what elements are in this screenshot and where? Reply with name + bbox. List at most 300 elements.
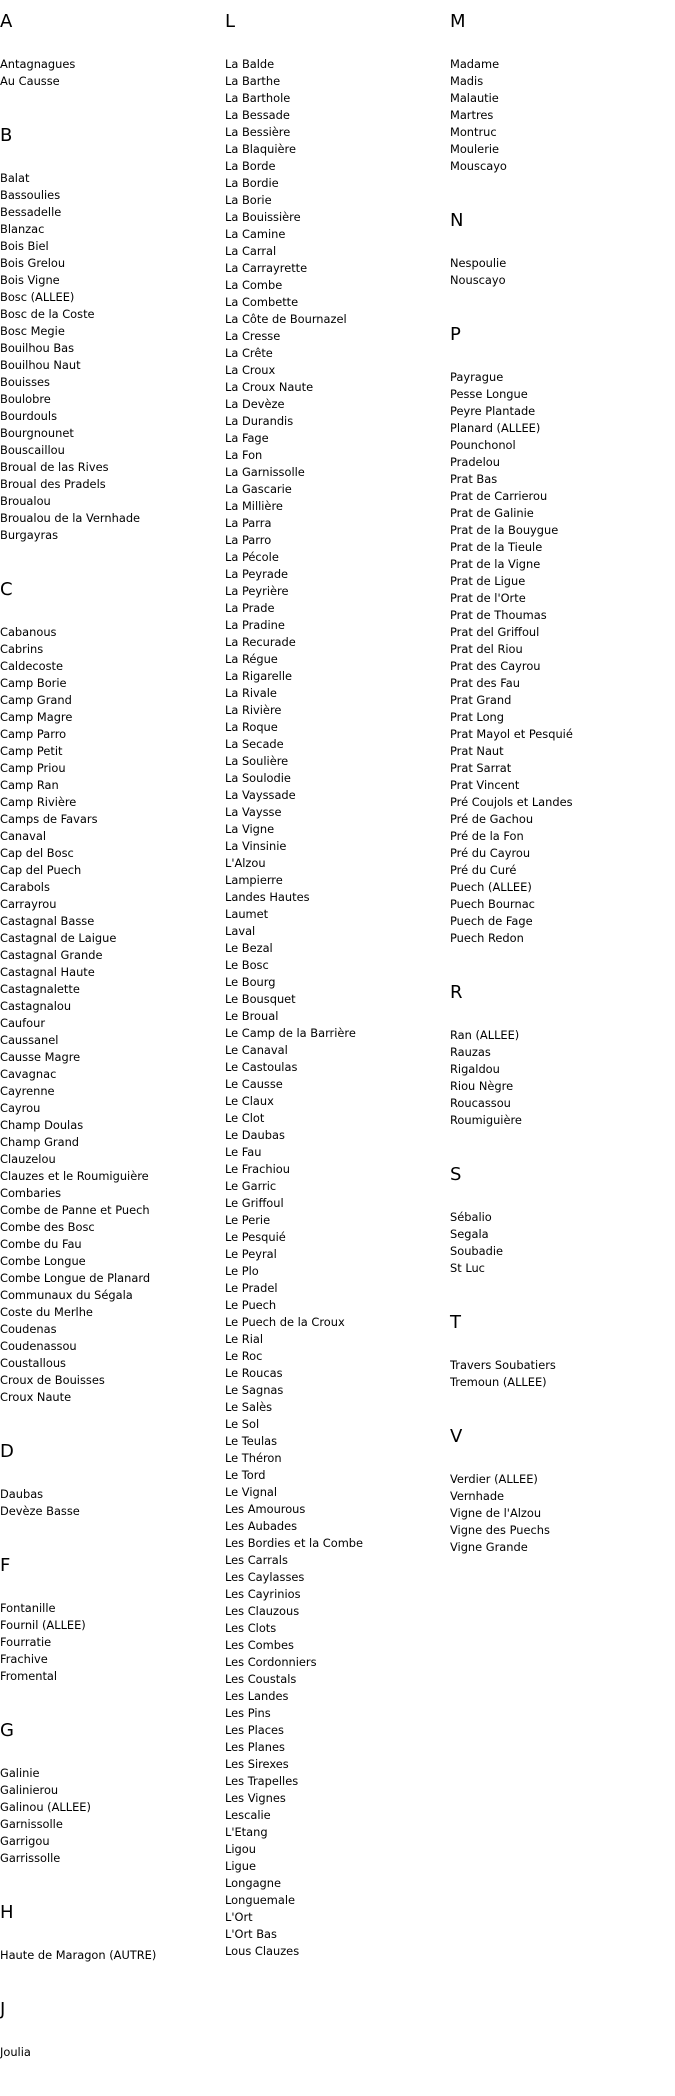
letter-heading: G (0, 1720, 14, 1741)
place-name-ligue: Ligue (225, 1859, 256, 1873)
place-name-caufour: Caufour (0, 1016, 46, 1030)
place-name-coudenas: Coudenas (0, 1322, 57, 1336)
place-name-madis: Madis (450, 74, 484, 88)
place-name-list (0, 1765, 220, 1867)
place-name-le-clot: Le Clot (225, 1111, 265, 1125)
place-name-lampierre: Lampierre (225, 873, 283, 887)
place-name-prat-de-la-bouygue: Prat de la Bouygue (450, 523, 559, 537)
place-name-castagnalou: Castagnalou (0, 999, 72, 1013)
place-name-la-roque: La Roque (225, 720, 278, 734)
place-name-broualou-de-la-vernhade: Broualou de la Vernhade (0, 511, 141, 525)
place-name-pradelou: Pradelou (450, 455, 500, 469)
place-name-prat-sarrat: Prat Sarrat (450, 761, 512, 775)
place-name-bois-biel: Bois Biel (0, 239, 49, 253)
place-name-bouilhou-bas: Bouilhou Bas (0, 341, 75, 355)
letter-heading: P (450, 324, 461, 345)
place-name-l-alzou: L'Alzou (225, 856, 266, 870)
place-name-burgayras: Burgayras (0, 528, 59, 542)
place-name-la-pradine: La Pradine (225, 618, 285, 632)
place-name-champ-grand: Champ Grand (0, 1135, 80, 1149)
place-name-vigne-des-puechs: Vigne des Puechs (450, 1523, 550, 1537)
place-name-prat-naut: Prat Naut (450, 744, 504, 758)
place-name-prat-de-l-orte: Prat de l'Orte (450, 591, 526, 605)
place-name-list (450, 255, 670, 289)
place-name-riou-negre: Riou Nègre (450, 1079, 514, 1093)
place-name-deveze-basse: Devèze Basse (0, 1504, 80, 1518)
place-name-list (450, 1471, 670, 1556)
place-name-pre-de-la-fon: Pré de la Fon (450, 829, 524, 843)
place-name-list (450, 1357, 670, 1391)
place-name-la-bessiere: La Bessière (225, 125, 291, 139)
place-name-l-etang: L'Etang (225, 1825, 268, 1839)
place-name-list (450, 56, 670, 175)
place-name-bois-grelou: Bois Grelou (0, 256, 66, 270)
letter-heading: A (0, 11, 13, 32)
place-name-rigaldou: Rigaldou (450, 1062, 500, 1076)
place-name-pre-du-cure: Pré du Curé (450, 863, 517, 877)
place-name-castagnalette: Castagnalette (0, 982, 80, 996)
place-name-la-croux: La Croux (225, 363, 276, 377)
place-name-list (0, 624, 220, 1406)
place-name-le-camp-de-la-barriere: Le Camp de la Barrière (225, 1026, 356, 1040)
place-name-le-pesquie: Le Pesquié (225, 1230, 286, 1244)
place-name-castagnal-basse: Castagnal Basse (0, 914, 95, 928)
place-name-coste-du-merlhe: Coste du Merlhe (0, 1305, 93, 1319)
place-name-camp-grand: Camp Grand (0, 693, 72, 707)
place-name-les-coustals: Les Coustals (225, 1672, 297, 1686)
place-name-pre-coujols-et-landes: Pré Coujols et Landes (450, 795, 573, 809)
place-name-la-barthole: La Barthole (225, 91, 291, 105)
place-name-la-combe: La Combe (225, 278, 283, 292)
place-name-clauzes-et-le-roumiguiere: Clauzes et le Roumiguière (0, 1169, 149, 1183)
letter-section-t (450, 1312, 670, 1391)
place-name-l-ort: L'Ort (225, 1910, 253, 1924)
letter-section-h (0, 1902, 220, 1964)
place-name-frachive: Frachive (0, 1652, 48, 1666)
place-name-les-bordies-et-la-combe: Les Bordies et la Combe (225, 1536, 364, 1550)
place-name-sebalio: Sébalio (450, 1210, 492, 1224)
place-name-les-sirexes: Les Sirexes (225, 1757, 289, 1771)
place-name-balat: Balat (0, 171, 30, 185)
place-name-broual-de-las-rives: Broual de las Rives (0, 460, 109, 474)
place-name-communaux-du-segala: Communaux du Ségala (0, 1288, 133, 1302)
letter-heading: R (450, 982, 463, 1003)
place-name-la-riviere: La Rivière (225, 703, 282, 717)
place-name-camp-ran: Camp Ran (0, 778, 59, 792)
place-name-pesse-longue: Pesse Longue (450, 387, 528, 401)
place-name-le-garric: Le Garric (225, 1179, 277, 1193)
place-name-la-rivale: La Rivale (225, 686, 277, 700)
place-name-le-teulas: Le Teulas (225, 1434, 278, 1448)
place-name-galinie: Galinie (0, 1766, 40, 1780)
place-name-le-griffoul: Le Griffoul (225, 1196, 284, 1210)
place-name-la-borde: La Borde (225, 159, 276, 173)
letter-section-p (450, 324, 670, 947)
place-name-payrague: Payrague (450, 370, 504, 384)
place-name-les-landes: Les Landes (225, 1689, 289, 1703)
place-name-moulerie: Moulerie (450, 142, 500, 156)
place-name-cabrins: Cabrins (0, 642, 44, 656)
place-name-bosc-de-la-coste: Bosc de la Coste (0, 307, 95, 321)
place-name-nouscayo: Nouscayo (450, 273, 506, 287)
place-name-pre-de-gachou: Pré de Gachou (450, 812, 534, 826)
place-name-le-daubas: Le Daubas (225, 1128, 285, 1142)
index-column-2 (225, 11, 445, 1995)
place-name-le-puech-de-la-croux: Le Puech de la Croux (225, 1315, 345, 1329)
place-name-le-bourg: Le Bourg (225, 975, 276, 989)
place-name-blanzac: Blanzac (0, 222, 45, 236)
letter-heading: M (450, 11, 466, 32)
letter-section-n (450, 210, 670, 289)
place-name-broualou: Broualou (0, 494, 51, 508)
place-name-la-fon: La Fon (225, 448, 263, 462)
place-name-la-deveze: La Devèze (225, 397, 285, 411)
place-name-champ-doulas: Champ Doulas (0, 1118, 84, 1132)
place-name-carabols: Carabols (0, 880, 50, 894)
place-name-camp-petit: Camp Petit (0, 744, 63, 758)
place-name-prat-de-thoumas: Prat de Thoumas (450, 608, 547, 622)
place-name-cap-del-puech: Cap del Puech (0, 863, 82, 877)
letter-heading: J (0, 1999, 6, 2020)
place-name-ran-allee: Ran (ALLEE) (450, 1028, 520, 1042)
letter-section-a (0, 11, 220, 90)
place-name-prat-grand: Prat Grand (450, 693, 512, 707)
place-name-vernhade: Vernhade (450, 1489, 505, 1503)
place-name-laval: Laval (225, 924, 256, 938)
place-name-les-clots: Les Clots (225, 1621, 277, 1635)
letter-heading: S (450, 1164, 462, 1185)
place-name-bouisses: Bouisses (0, 375, 50, 389)
place-name-bourdouls: Bourdouls (0, 409, 58, 423)
place-name-la-blaquiere: La Blaquière (225, 142, 296, 156)
place-name-bosc-megie: Bosc Megie (0, 324, 65, 338)
place-name-camp-riviere: Camp Rivière (0, 795, 77, 809)
place-name-le-perie: Le Perie (225, 1213, 271, 1227)
place-name-les-amourous: Les Amourous (225, 1502, 306, 1516)
place-name-list (225, 56, 445, 1960)
place-name-combe-longue: Combe Longue (0, 1254, 86, 1268)
place-name-puech-allee: Puech (ALLEE) (450, 880, 532, 894)
place-name-les-cayrinios: Les Cayrinios (225, 1587, 301, 1601)
place-name-cap-del-bosc: Cap del Bosc (0, 846, 74, 860)
place-name-travers-soubatiers: Travers Soubatiers (450, 1358, 556, 1372)
place-name-les-carrals: Les Carrals (225, 1553, 288, 1567)
place-name-camp-priou: Camp Priou (0, 761, 66, 775)
place-name-la-prade: La Prade (225, 601, 275, 615)
place-name-ligou: Ligou (225, 1842, 256, 1856)
place-name-les-clauzous: Les Clauzous (225, 1604, 300, 1618)
place-name-la-vinsinie: La Vinsinie (225, 839, 287, 853)
place-name-le-tord: Le Tord (225, 1468, 266, 1482)
place-name-roucassou: Roucassou (450, 1096, 511, 1110)
place-name-bois-vigne: Bois Vigne (0, 273, 60, 287)
place-name-la-combette: La Combette (225, 295, 299, 309)
place-name-lescalie: Lescalie (225, 1808, 271, 1822)
place-name-garrigou: Garrigou (0, 1834, 50, 1848)
place-name-cavagnac: Cavagnac (0, 1067, 57, 1081)
place-name-prat-vincent: Prat Vincent (450, 778, 520, 792)
place-name-combe-de-panne-et-puech: Combe de Panne et Puech (0, 1203, 150, 1217)
place-name-la-fage: La Fage (225, 431, 269, 445)
place-name-list (450, 1209, 670, 1277)
place-name-le-roucas: Le Roucas (225, 1366, 283, 1380)
place-name-antagnagues: Antagnagues (0, 57, 76, 71)
letter-heading: D (0, 1441, 14, 1462)
letter-heading: L (225, 11, 236, 32)
place-name-st-luc: St Luc (450, 1261, 485, 1275)
place-name-la-bessade: La Bessade (225, 108, 290, 122)
letter-heading: H (0, 1902, 14, 1923)
place-name-roumiguiere: Roumiguière (450, 1113, 522, 1127)
place-name-causse-magre: Causse Magre (0, 1050, 81, 1064)
letter-section-m (450, 11, 670, 175)
place-name-la-secade: La Secade (225, 737, 284, 751)
place-name-les-combes: Les Combes (225, 1638, 294, 1652)
place-name-la-peyrade: La Peyrade (225, 567, 289, 581)
place-name-list (450, 1027, 670, 1129)
place-name-les-planes: Les Planes (225, 1740, 285, 1754)
place-name-bosc-allee: Bosc (ALLEE) (0, 290, 75, 304)
place-name-prat-de-carrierou: Prat de Carrierou (450, 489, 548, 503)
place-name-prat-mayol-et-pesquie: Prat Mayol et Pesquié (450, 727, 573, 741)
place-name-castagnal-grande: Castagnal Grande (0, 948, 103, 962)
place-name-castagnal-haute: Castagnal Haute (0, 965, 95, 979)
place-name-le-bousquet: Le Bousquet (225, 992, 296, 1006)
place-name-la-soulodie: La Soulodie (225, 771, 291, 785)
letter-section-r (450, 982, 670, 1129)
place-name-galinou-allee: Galinou (ALLEE) (0, 1800, 91, 1814)
place-name-la-bouissiere: La Bouissière (225, 210, 301, 224)
place-name-le-broual: Le Broual (225, 1009, 279, 1023)
place-name-le-roc: Le Roc (225, 1349, 263, 1363)
letter-heading: C (0, 579, 13, 600)
place-name-coustallous: Coustallous (0, 1356, 66, 1370)
place-name-joulia: Joulia (0, 2045, 31, 2059)
place-name-la-durandis: La Durandis (225, 414, 294, 428)
place-name-longuemale: Longuemale (225, 1893, 296, 1907)
letter-section-b (0, 125, 220, 544)
place-name-la-vaysse: La Vaysse (225, 805, 282, 819)
place-name-carrayrou: Carrayrou (0, 897, 57, 911)
place-name-bassoulies: Bassoulies (0, 188, 61, 202)
place-name-malautie: Malautie (450, 91, 499, 105)
place-name-la-borie: La Borie (225, 193, 272, 207)
place-name-list (0, 2044, 220, 2061)
place-name-castagnal-de-laigue: Castagnal de Laigue (0, 931, 117, 945)
place-name-le-causse: Le Causse (225, 1077, 283, 1091)
place-name-le-sales: Le Salès (225, 1400, 273, 1414)
place-name-prat-de-la-tieule: Prat de la Tieule (450, 540, 543, 554)
place-name-soubadie: Soubadie (450, 1244, 504, 1258)
place-name-la-garnissolle: La Garnissolle (225, 465, 305, 479)
place-name-prat-de-ligue: Prat de Ligue (450, 574, 526, 588)
place-name-les-vignes: Les Vignes (225, 1791, 286, 1805)
letter-section-f (0, 1555, 220, 1685)
place-name-madame: Madame (450, 57, 500, 71)
place-name-combaries: Combaries (0, 1186, 62, 1200)
place-name-fontanille: Fontanille (0, 1601, 56, 1615)
index-column-3 (450, 11, 670, 1591)
place-name-canaval: Canaval (0, 829, 47, 843)
place-name-coudenassou: Coudenassou (0, 1339, 77, 1353)
place-name-le-peyral: Le Peyral (225, 1247, 277, 1261)
place-name-planard-allee: Planard (ALLEE) (450, 421, 541, 435)
place-name-martres: Martres (450, 108, 494, 122)
place-name-le-claux: Le Claux (225, 1094, 274, 1108)
place-name-rauzas: Rauzas (450, 1045, 491, 1059)
place-name-puech-de-fage: Puech de Fage (450, 914, 533, 928)
place-name-le-frachiou: Le Frachiou (225, 1162, 290, 1176)
place-name-le-bosc: Le Bosc (225, 958, 269, 972)
place-name-la-crete: La Crête (225, 346, 273, 360)
place-name-le-canaval: Le Canaval (225, 1043, 288, 1057)
place-name-cayrenne: Cayrenne (0, 1084, 55, 1098)
place-name-les-aubades: Les Aubades (225, 1519, 298, 1533)
place-name-prat-de-galinie: Prat de Galinie (450, 506, 534, 520)
place-name-bourgnounet: Bourgnounet (0, 426, 74, 440)
place-name-la-vayssade: La Vayssade (225, 788, 296, 802)
letter-section-d (0, 1441, 220, 1520)
place-name-les-cordonniers: Les Cordonniers (225, 1655, 317, 1669)
place-name-fromental: Fromental (0, 1669, 58, 1683)
place-name-croux-de-bouisses: Croux de Bouisses (0, 1373, 105, 1387)
place-name-list (450, 369, 670, 947)
place-name-list (0, 170, 220, 544)
place-name-bouilhou-naut: Bouilhou Naut (0, 358, 81, 372)
place-name-montruc: Montruc (450, 125, 497, 139)
place-name-lous-clauzes: Lous Clauzes (225, 1944, 300, 1958)
place-name-puech-bournac: Puech Bournac (450, 897, 535, 911)
place-name-haute-de-maragon-autre: Haute de Maragon (AUTRE) (0, 1948, 157, 1962)
place-name-la-cote-de-bournazel: La Côte de Bournazel (225, 312, 347, 326)
place-name-verdier-allee: Verdier (ALLEE) (450, 1472, 538, 1486)
place-name-prat-des-fau: Prat des Fau (450, 676, 520, 690)
place-name-la-carrayrette: La Carrayrette (225, 261, 308, 275)
place-name-list (0, 1600, 220, 1685)
place-name-croux-naute: Croux Naute (0, 1390, 72, 1404)
place-name-combe-longue-de-planard: Combe Longue de Planard (0, 1271, 151, 1285)
place-name-les-pins: Les Pins (225, 1706, 271, 1720)
letter-heading: T (450, 1312, 461, 1333)
place-name-fournil-allee: Fournil (ALLEE) (0, 1618, 86, 1632)
letter-section-c (0, 579, 220, 1406)
place-name-le-sol: Le Sol (225, 1417, 260, 1431)
place-name-combe-des-bosc: Combe des Bosc (0, 1220, 95, 1234)
place-name-la-cresse: La Cresse (225, 329, 281, 343)
letter-section-l (225, 11, 445, 1960)
place-name-garnissolle: Garnissolle (0, 1817, 63, 1831)
place-name-le-rial: Le Rial (225, 1332, 263, 1346)
place-name-tremoun-allee: Tremoun (ALLEE) (450, 1375, 547, 1389)
place-name-boulobre: Boulobre (0, 392, 51, 406)
place-name-la-bordie: La Bordie (225, 176, 279, 190)
index-column-1 (0, 11, 220, 2096)
place-name-fourratie: Fourratie (0, 1635, 52, 1649)
place-name-la-recurade: La Recurade (225, 635, 296, 649)
letter-section-s (450, 1164, 670, 1277)
letter-heading: B (0, 125, 13, 146)
place-name-clauzelou: Clauzelou (0, 1152, 56, 1166)
place-name-daubas: Daubas (0, 1487, 44, 1501)
place-name-laumet: Laumet (225, 907, 269, 921)
place-name-vigne-grande: Vigne Grande (450, 1540, 528, 1554)
place-name-le-vignal: Le Vignal (225, 1485, 278, 1499)
place-name-vigne-de-l-alzou: Vigne de l'Alzou (450, 1506, 542, 1520)
place-name-l-ort-bas: L'Ort Bas (225, 1927, 277, 1941)
place-name-prat-del-riou: Prat del Riou (450, 642, 523, 656)
place-name-camp-parro: Camp Parro (0, 727, 67, 741)
letter-section-j (0, 1999, 220, 2061)
place-name-la-parro: La Parro (225, 533, 272, 547)
place-name-prat-bas: Prat Bas (450, 472, 498, 486)
place-name-pounchonol: Pounchonol (450, 438, 516, 452)
place-name-la-pecole: La Pécole (225, 550, 279, 564)
place-name-longagne: Longagne (225, 1876, 282, 1890)
place-name-la-parra: La Parra (225, 516, 272, 530)
place-name-la-souliere: La Soulière (225, 754, 289, 768)
place-name-au-causse: Au Causse (0, 74, 60, 88)
place-name-le-fau: Le Fau (225, 1145, 262, 1159)
place-name-les-places: Les Places (225, 1723, 284, 1737)
letter-heading: N (450, 210, 464, 231)
place-name-le-bezal: Le Bezal (225, 941, 273, 955)
place-name-landes-hautes: Landes Hautes (225, 890, 310, 904)
place-name-prat-long: Prat Long (450, 710, 504, 724)
place-name-mouscayo: Mouscayo (450, 159, 507, 173)
place-name-segala: Segala (450, 1227, 489, 1241)
place-name-la-gascarie: La Gascarie (225, 482, 292, 496)
place-name-la-vigne: La Vigne (225, 822, 275, 836)
place-name-cabanous: Cabanous (0, 625, 57, 639)
place-name-le-plo: Le Plo (225, 1264, 259, 1278)
place-name-list (0, 56, 220, 90)
letter-heading: V (450, 1426, 463, 1447)
letter-section-g (0, 1720, 220, 1867)
place-name-prat-de-la-vigne: Prat de la Vigne (450, 557, 541, 571)
place-name-prat-del-griffoul: Prat del Griffoul (450, 625, 540, 639)
place-name-le-pradel: Le Pradel (225, 1281, 278, 1295)
place-name-la-regue: La Régue (225, 652, 278, 666)
place-name-la-barthe: La Barthe (225, 74, 281, 88)
letter-section-v (450, 1426, 670, 1556)
place-name-caussanel: Caussanel (0, 1033, 59, 1047)
place-name-camps-de-favars: Camps de Favars (0, 812, 98, 826)
place-name-la-carral: La Carral (225, 244, 277, 258)
place-name-galinierou: Galinierou (0, 1783, 59, 1797)
place-name-cayrou: Cayrou (0, 1101, 41, 1115)
place-name-bouscaillou: Bouscaillou (0, 443, 65, 457)
place-name-prat-des-cayrou: Prat des Cayrou (450, 659, 541, 673)
place-name-broual-des-pradels: Broual des Pradels (0, 477, 106, 491)
place-name-le-puech: Le Puech (225, 1298, 277, 1312)
place-name-garrissolle: Garrissolle (0, 1851, 61, 1865)
place-name-pre-du-cayrou: Pré du Cayrou (450, 846, 531, 860)
place-name-la-rigarelle: La Rigarelle (225, 669, 293, 683)
place-name-puech-redon: Puech Redon (450, 931, 524, 945)
place-name-list (0, 1486, 220, 1520)
place-name-la-camine: La Camine (225, 227, 286, 241)
place-name-camp-borie: Camp Borie (0, 676, 67, 690)
letter-heading: F (0, 1555, 11, 1576)
place-name-les-trapelles: Les Trapelles (225, 1774, 299, 1788)
place-name-la-peyriere: La Peyrière (225, 584, 289, 598)
place-name-le-sagnas: Le Sagnas (225, 1383, 284, 1397)
place-name-combe-du-fau: Combe du Fau (0, 1237, 82, 1251)
place-name-les-caylasses: Les Caylasses (225, 1570, 305, 1584)
place-name-camp-magre: Camp Magre (0, 710, 73, 724)
place-name-la-croux-naute: La Croux Naute (225, 380, 314, 394)
place-name-la-milliere: La Millière (225, 499, 283, 513)
